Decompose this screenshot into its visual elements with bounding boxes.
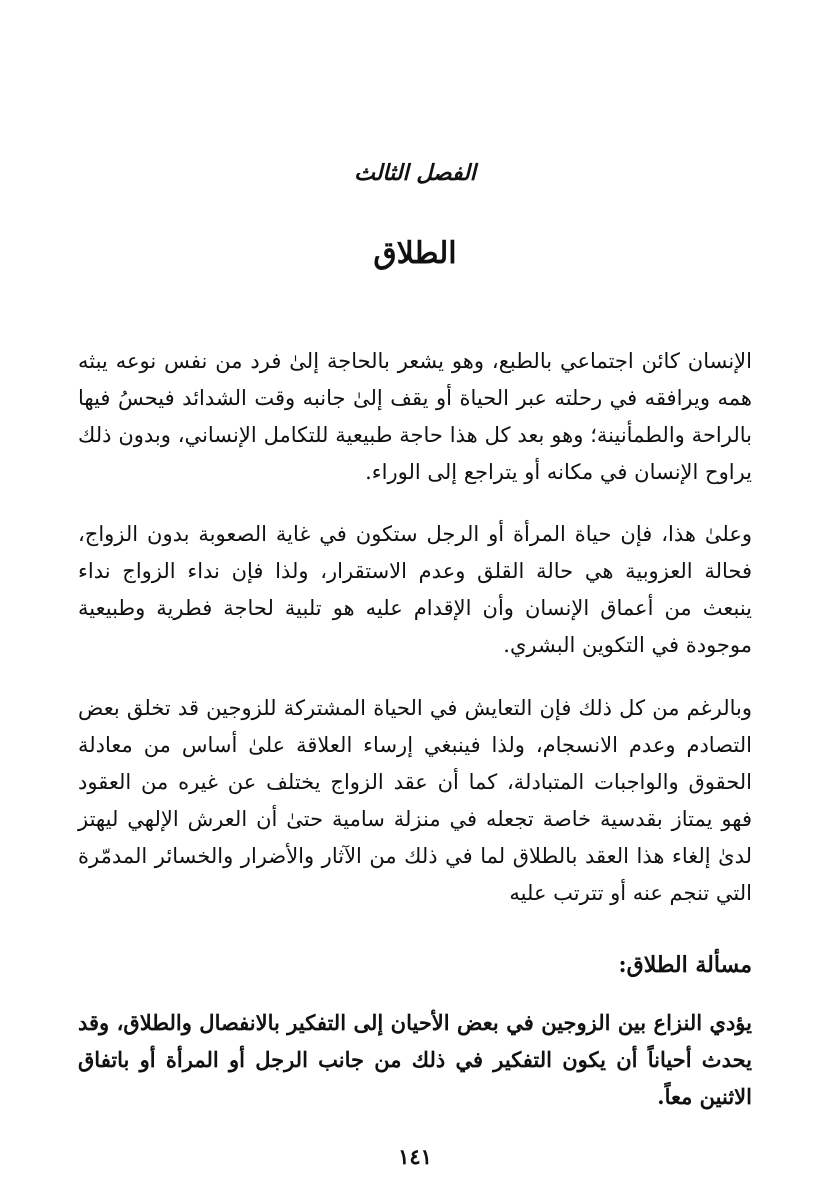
paragraph-1: الإنسان كائن اجتماعي بالطبع، وهو يشعر بالحاجة إلىٰ فرد من نفس نوعه يبثه همه ويرافقه في رحلته عبر الحياة أو يقف إلىٰ جانبه وقت الشدائد فيحسُ فيها بالراحة والطمأنينة؛ وهو بعد كل هذا حاجة طبيعية للتكامل الإنساني، وبدون ذلك يراوح الإنسان في مكانه أو يتراجع إلى الوراء. [78,349,752,484]
chapter-title: الطلاق [373,236,457,271]
paragraph-3: وبالرغم من كل ذلك فإن التعايش في الحياة المشتركة للزوجين قد تخلق بعض التصادم وعدم الانسجام، ولذا فينبغي إرساء العلاقة علىٰ أساس من معادلة الحقوق والواجبات المتبادلة، كما أن عقد الزواج يختلف عن غيره من العقود فهو يمتاز بقدسية خاصة تجعله في منزلة سامية حتىٰ أن العرش الإلهي ليهتز لدىٰ إلغاء هذا العقد بالطلاق لما في ذلك من الآثار والأضرار والخسائر المدمّرة التي تنجم عنه أو تترتب عليه [78,696,752,905]
section-paragraph: يؤدي النزاع بين الزوجين في بعض الأحيان إلى التفكير بالانفصال والطلاق، وقد يحدث أحياناً أن يكون التفكير في ذلك من جانب الرجل أو المرأة أو باتفاق الاثنين معاً. [78,1010,752,1109]
section-heading: مسألة الطلاق: [618,952,752,978]
chapter-label: الفصل الثالث [354,160,476,186]
page-number: ١٤١ [398,1144,432,1169]
paragraph-2: وعلىٰ هذا، فإن حياة المرأة أو الرجل ستكون في غاية الصعوبة بدون الزواج، فحالة العزوبية هي حالة القلق وعدم الاستقرار، ولذا فإن نداء الزواج نداء ينبعث من أعماق الإنسان وأن الإقدام عليه هو تلبية لحاجة فطرية وطبيعية موجودة في التكوين البشري. [78,522,752,657]
